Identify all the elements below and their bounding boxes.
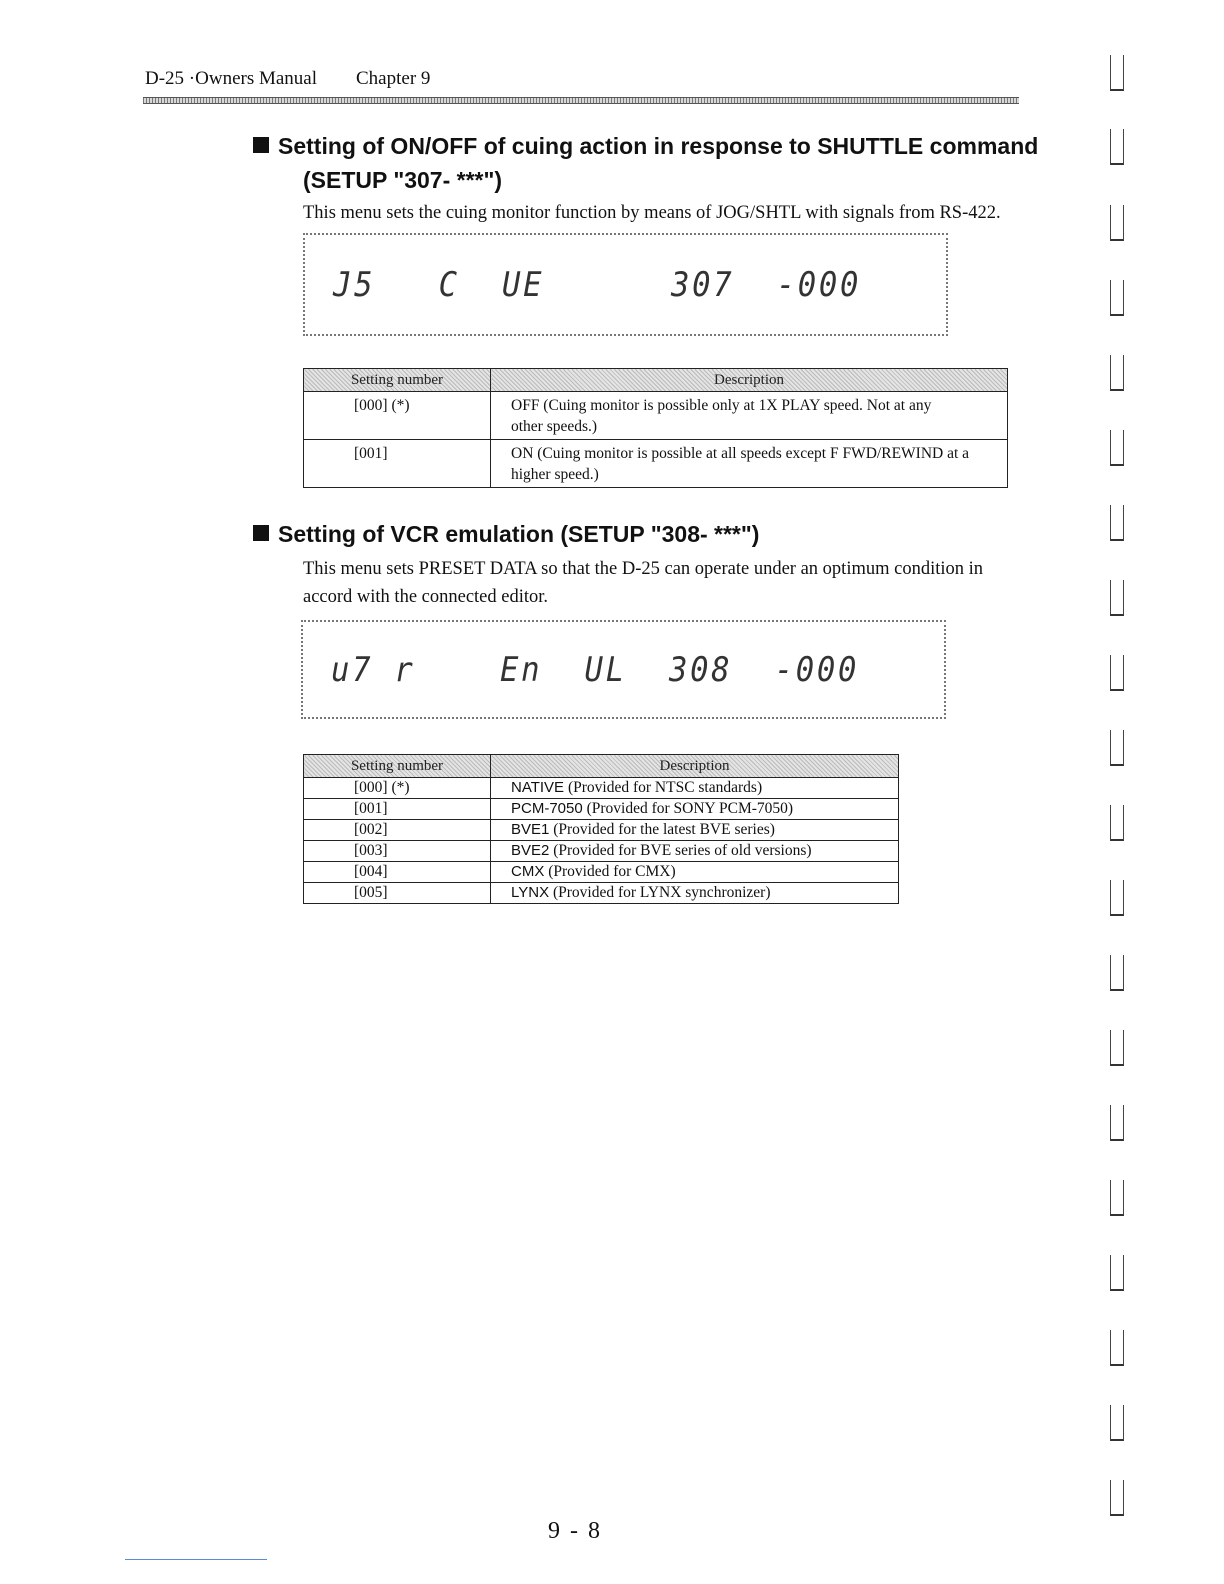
footer-rule	[125, 1559, 267, 1560]
column-header-setting: Setting number	[304, 369, 491, 392]
emulation-detail: (Provided for LYNX synchronizer)	[552, 884, 771, 901]
description-cell	[491, 799, 899, 820]
column-header-description: Description	[491, 755, 899, 778]
emulation-detail: (Provided for BVE series of old versions)	[553, 842, 812, 859]
setting-cell: [004]	[304, 862, 491, 883]
chapter-label: Chapter 9	[356, 68, 431, 89]
section1-title-line2: (SETUP "307- ***")	[303, 167, 503, 193]
setting-table-308	[303, 754, 899, 904]
setting-cell: [002]	[304, 820, 491, 841]
setting-cell: [000] (*)	[304, 392, 491, 440]
emulation-detail: (Provided for SONY PCM-7050)	[586, 800, 794, 817]
table-row	[304, 862, 899, 883]
section1-title-line1: Setting of ON/OFF of cuing action in response to SHUTTLE command	[278, 133, 1039, 159]
manual-title: D-25 ·Owners Manual	[145, 68, 318, 89]
emulation-detail: (Provided for the latest BVE series)	[553, 821, 775, 838]
binder-tab-mark	[1110, 730, 1124, 766]
table-row	[304, 820, 899, 841]
page-number: 9 - 8	[548, 1518, 602, 1544]
column-header-description: Description	[491, 369, 1008, 392]
description-line: other speeds.)	[511, 418, 598, 435]
lcd-display-text: J5 C UE 307 -000	[333, 265, 862, 305]
emulation-code: LYNX	[511, 884, 550, 901]
table-row	[304, 841, 899, 862]
setting-cell: [001]	[304, 440, 491, 488]
lcd-display-text: u7 r En UL 308 -000	[331, 650, 860, 690]
table-row	[304, 392, 1008, 440]
setting-table-307	[303, 368, 1008, 488]
bullet-icon	[253, 525, 269, 541]
binder-tab-mark	[1110, 430, 1124, 466]
binder-tab-mark	[1110, 580, 1124, 616]
description-line: higher speed.)	[511, 466, 599, 483]
binder-tab-mark	[1110, 955, 1124, 991]
description-line: ON (Cuing monitor is possible at all speeds except F FWD/REWIND at a	[511, 445, 970, 462]
binder-tab-mark	[1110, 1405, 1124, 1441]
binder-tab-mark	[1110, 355, 1124, 391]
binder-tab-mark	[1110, 1180, 1124, 1216]
binder-tab-mark	[1110, 1480, 1124, 1516]
emulation-code: CMX	[511, 863, 545, 880]
setting-cell: [005]	[304, 883, 491, 904]
setting-cell: [003]	[304, 841, 491, 862]
binder-tab-mark	[1110, 205, 1124, 241]
binder-tab-mark	[1110, 655, 1124, 691]
description-cell	[491, 841, 899, 862]
header-rule	[143, 97, 1019, 104]
binder-tab-mark	[1110, 280, 1124, 316]
description-cell	[491, 392, 1008, 440]
description-cell	[491, 778, 899, 799]
emulation-detail: (Provided for NTSC standards)	[567, 779, 763, 796]
description-line: OFF (Cuing monitor is possible only at 1X PLAY speed. Not at any	[511, 397, 932, 414]
section1-description: This menu sets the cuing monitor function by means of JOG/SHTL with signals from RS-422.	[303, 203, 1001, 223]
binder-tab-mark	[1110, 880, 1124, 916]
emulation-code: PCM-7050	[511, 800, 583, 817]
description-cell	[491, 883, 899, 904]
description-cell	[491, 862, 899, 883]
bullet-icon	[253, 137, 269, 153]
column-header-setting: Setting number	[304, 755, 491, 778]
setting-cell: [001]	[304, 799, 491, 820]
section2-description-line2: accord with the connected editor.	[303, 587, 549, 607]
emulation-code: NATIVE	[511, 779, 565, 796]
binder-tab-mark	[1110, 1255, 1124, 1291]
table-header-row	[304, 755, 899, 778]
table-header-row	[304, 369, 1008, 392]
section2-title-text: Setting of VCR emulation (SETUP "308- ***")	[278, 521, 760, 547]
lcd-display-308	[301, 620, 946, 719]
setting-cell: [000] (*)	[304, 778, 491, 799]
section1-title	[253, 133, 1038, 160]
section2-description-line1: This menu sets PRESET DATA so that the D-25 can operate under an optimum condition in	[303, 559, 984, 579]
table-row	[304, 883, 899, 904]
binder-tab-mark	[1110, 1030, 1124, 1066]
emulation-code: BVE1	[511, 821, 550, 838]
table-row	[304, 440, 1008, 488]
binder-tab-mark	[1110, 55, 1124, 91]
binder-tab-mark	[1110, 129, 1124, 165]
table-row	[304, 778, 899, 799]
emulation-detail: (Provided for CMX)	[548, 863, 676, 880]
table-row	[304, 799, 899, 820]
binder-tab-mark	[1110, 1330, 1124, 1366]
section2-title	[253, 521, 759, 548]
binder-tab-mark	[1110, 805, 1124, 841]
lcd-display-307	[303, 233, 948, 336]
binder-tab-mark	[1110, 505, 1124, 541]
description-cell	[491, 440, 1008, 488]
binder-tab-mark	[1110, 1105, 1124, 1141]
description-cell	[491, 820, 899, 841]
emulation-code: BVE2	[511, 842, 550, 859]
